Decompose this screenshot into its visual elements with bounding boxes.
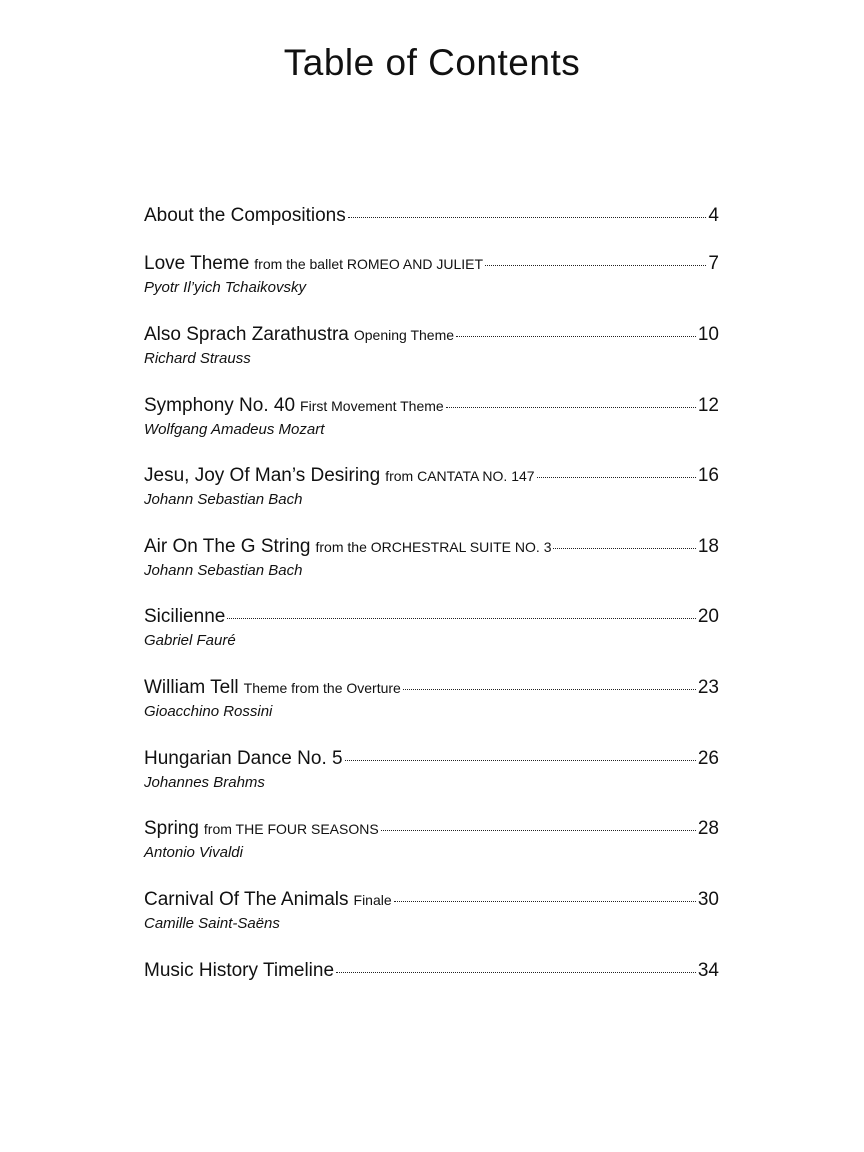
toc-entry[interactable] bbox=[144, 889, 719, 935]
dot-leader bbox=[345, 760, 696, 761]
toc-entry[interactable] bbox=[144, 205, 719, 231]
entry-title: About the Compositions bbox=[144, 205, 346, 226]
composer-name: Johann Sebastian Bach bbox=[144, 562, 303, 579]
toc-entry-line bbox=[144, 889, 719, 915]
dot-leader bbox=[537, 477, 696, 478]
dot-leader bbox=[394, 901, 696, 902]
page-number: 7 bbox=[708, 253, 719, 274]
composer-name: Gioacchino Rossini bbox=[144, 703, 273, 720]
toc-entry-line bbox=[144, 960, 719, 986]
entry-title: Carnival Of The Animals bbox=[144, 889, 349, 910]
page-number: 34 bbox=[697, 960, 719, 981]
composer-name: Gabriel Fauré bbox=[144, 632, 236, 649]
toc-entry-line bbox=[144, 748, 719, 774]
composer-name: Richard Strauss bbox=[144, 350, 251, 367]
entry-subtitle: from the ORCHESTRAL SUITE NO. 3 bbox=[315, 539, 552, 555]
toc-entry-line bbox=[144, 536, 719, 562]
dot-leader bbox=[381, 830, 696, 831]
entry-title: Also Sprach Zarathustra bbox=[144, 324, 349, 345]
toc-entry-line bbox=[144, 253, 719, 279]
entry-title: William Tell bbox=[144, 677, 239, 698]
entry-subtitle: Opening Theme bbox=[353, 327, 455, 343]
entry-title: Love Theme bbox=[144, 253, 250, 274]
toc-entry[interactable] bbox=[144, 606, 719, 652]
composer-name: Johann Sebastian Bach bbox=[144, 491, 303, 508]
toc-entry-line bbox=[144, 465, 719, 491]
toc-entry[interactable] bbox=[144, 960, 719, 986]
page-number: 12 bbox=[697, 395, 719, 416]
composer-name: Johannes Brahms bbox=[144, 774, 265, 791]
dot-leader bbox=[446, 407, 696, 408]
toc-entry-line bbox=[144, 324, 719, 350]
dot-leader bbox=[336, 972, 696, 973]
toc-entry-line bbox=[144, 818, 719, 844]
page-number: 16 bbox=[697, 465, 719, 486]
composer-name: Antonio Vivaldi bbox=[144, 844, 243, 861]
entry-title: Spring bbox=[144, 818, 199, 839]
toc-entry[interactable] bbox=[144, 748, 719, 794]
entry-subtitle: from THE FOUR SEASONS bbox=[203, 821, 379, 837]
toc-entry-line bbox=[144, 395, 719, 421]
entry-title: Air On The G String bbox=[144, 536, 311, 557]
entry-title: Sicilienne bbox=[144, 606, 226, 627]
entry-title: Symphony No. 40 bbox=[144, 395, 296, 416]
composer-name: Pyotr Il’yich Tchaikovsky bbox=[144, 279, 306, 296]
dot-leader bbox=[485, 265, 706, 266]
page-number: 4 bbox=[708, 205, 719, 226]
entry-subtitle: from CANTATA NO. 147 bbox=[385, 468, 535, 484]
page-number: 18 bbox=[697, 536, 719, 557]
page-number: 30 bbox=[697, 889, 719, 910]
page-number: 10 bbox=[697, 324, 719, 345]
toc-entry[interactable] bbox=[144, 253, 719, 299]
toc-entry-line bbox=[144, 205, 719, 231]
page-number: 28 bbox=[697, 818, 719, 839]
dot-leader bbox=[553, 548, 695, 549]
entry-subtitle: Finale bbox=[353, 892, 392, 908]
toc-entry[interactable] bbox=[144, 536, 719, 582]
entry-title: Music History Timeline bbox=[144, 960, 335, 981]
toc-entry[interactable] bbox=[144, 677, 719, 723]
dot-leader bbox=[348, 217, 707, 218]
toc-entry[interactable] bbox=[144, 324, 719, 370]
page-number: 26 bbox=[697, 748, 719, 769]
page-title: Table of Contents bbox=[283, 42, 581, 83]
composer-name: Camille Saint-Saëns bbox=[144, 915, 280, 932]
entry-title: Jesu, Joy Of Man’s Desiring bbox=[144, 465, 381, 486]
page-number: 23 bbox=[697, 677, 719, 698]
dot-leader bbox=[403, 689, 696, 690]
toc-entry-line bbox=[144, 606, 719, 632]
entry-subtitle: from the ballet ROMEO AND JULIET bbox=[254, 256, 484, 272]
toc-entry[interactable] bbox=[144, 818, 719, 864]
entry-subtitle: First Movement Theme bbox=[300, 398, 444, 414]
dot-leader bbox=[227, 618, 696, 619]
toc-entry[interactable] bbox=[144, 395, 719, 441]
entry-title: Hungarian Dance No. 5 bbox=[144, 748, 343, 769]
toc-entry[interactable] bbox=[144, 465, 719, 511]
composer-name: Wolfgang Amadeus Mozart bbox=[144, 421, 325, 438]
toc-entry-line bbox=[144, 677, 719, 703]
dot-leader bbox=[456, 336, 696, 337]
entry-subtitle: Theme from the Overture bbox=[243, 680, 401, 696]
page-number: 20 bbox=[697, 606, 719, 627]
